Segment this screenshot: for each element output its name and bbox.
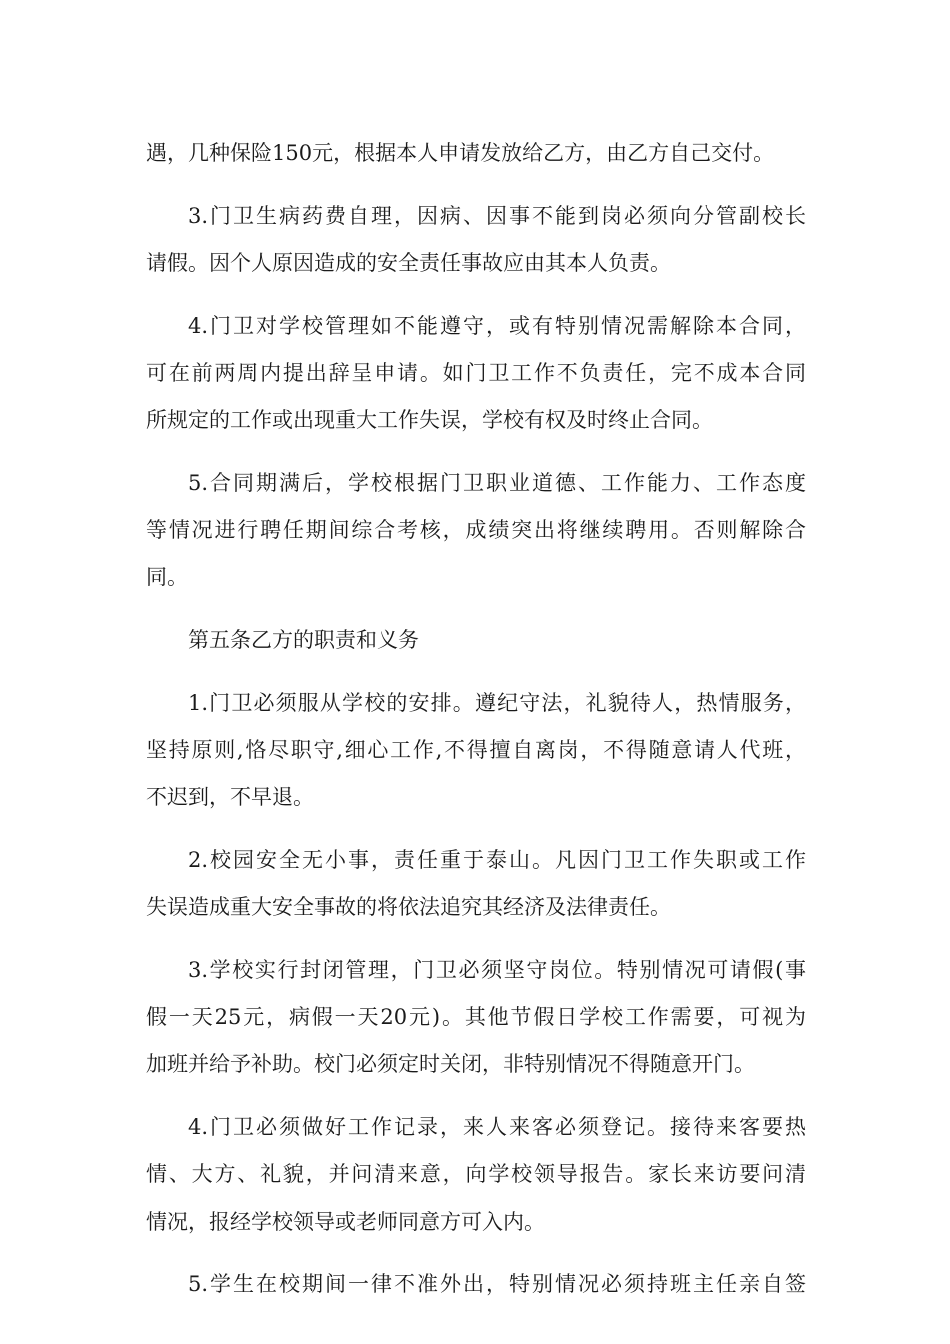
text-line: 遇，几种保险150元，根据本人申请发放给乙方，由乙方自己交付。 (146, 141, 775, 165)
text-line: 4.门卫对学校管理如不能遵守，或有特别情况需解除本合同， (188, 313, 806, 338)
text-line: 请假。因个人原因造成的安全责任事故应由其本人负责。 (146, 250, 671, 275)
text-line: 情况，报经学校领导或老师同意方可入内。 (146, 1209, 545, 1234)
text-line: 4.门卫必须做好工作记录，来人来客必须登记。接待来客要热 (188, 1115, 806, 1140)
text-line: 5.学生在校期间一律不准外出，特别情况必须持班主任亲自签 (188, 1272, 806, 1297)
text-line: 加班并给予补助。校门必须定时关闭，非特别情况不得随意开门。 (146, 1052, 755, 1077)
text-line: 不迟到，不早退。 (146, 785, 314, 810)
text-line: 失误造成重大安全事故的将依法追究其经济及法律责任。 (146, 895, 671, 920)
text-line: 可在前两周内提出辞呈申请。如门卫工作不负责任，完不成本合同 (146, 360, 806, 385)
text-line: 5.合同期满后，学校根据门卫职业道德、工作能力、工作态度 (188, 470, 806, 495)
text-line: 等情况进行聘任期间综合考核，成绩突出将继续聘用。否则解除合 (146, 518, 806, 543)
text-line: 3.学校实行封闭管理，门卫必须坚守岗位。特别情况可请假(事 (188, 957, 806, 982)
text-line: 2.校园安全无小事，责任重于泰山。凡因门卫工作失职或工作 (188, 848, 806, 872)
text-line: 情、大方、礼貌，并问清来意，向学校领导报告。家长来访要问清 (146, 1162, 806, 1187)
text-line: 同。 (146, 565, 188, 590)
text-line: 所规定的工作或出现重大工作失误，学校有权及时终止合同。 (146, 408, 713, 433)
section-heading: 第五条乙方的职责和义务 (188, 628, 419, 653)
text-line: 假一天25元，病假一天20元)。其他节假日学校工作需要，可视为 (146, 1005, 806, 1030)
text-line: 3.门卫生病药费自理，因病、因事不能到岗必须向分管副校长 (188, 203, 806, 228)
text-line: 1.门卫必须服从学校的安排。遵纪守法，礼貌待人，热情服务， (188, 690, 806, 715)
body-text (146, 130, 806, 1308)
text-line: 坚持原则,恪尽职守,细心工作,不得擅自离岗，不得随意请人代班， (146, 738, 806, 763)
